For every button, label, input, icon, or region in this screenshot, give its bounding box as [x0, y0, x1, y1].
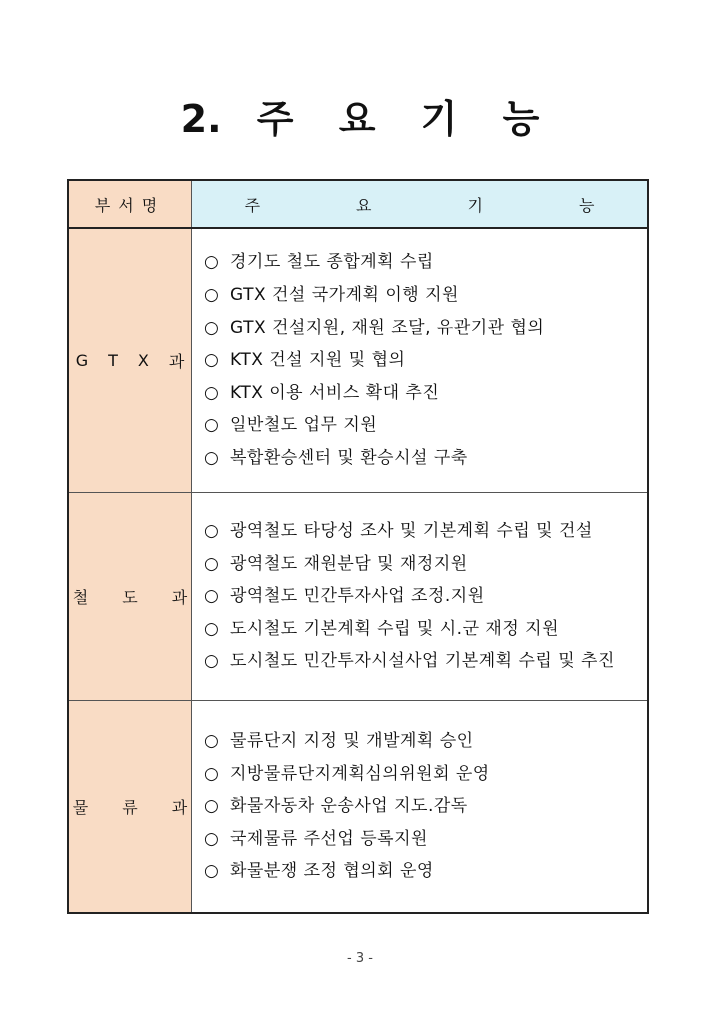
func-item-text: 국제물류 주선업 등록지원 [230, 828, 428, 849]
func-item [204, 548, 647, 581]
circle-bullet-icon: ○ [204, 731, 220, 752]
circle-bullet-icon: ○ [204, 618, 220, 639]
func-item [204, 515, 647, 548]
header-func-char: 능 [578, 195, 595, 215]
func-item [204, 246, 647, 279]
func-item [204, 279, 647, 312]
func-item [204, 312, 647, 345]
func-item [204, 409, 647, 442]
circle-bullet-icon: ○ [204, 763, 220, 784]
header-dept-cell [69, 181, 192, 227]
header-func-char: 요 [356, 195, 372, 215]
func-item-text: 경기도 철도 종합계획 수립 [230, 252, 434, 273]
func-item-text: 화물자동차 운송사업 지도.감독 [230, 796, 468, 817]
func-item [204, 725, 647, 758]
circle-bullet-icon: ○ [204, 586, 220, 607]
func-item-text: 일반철도 업무 지원 [230, 415, 378, 436]
circle-bullet-icon: ○ [204, 553, 220, 574]
function-table [67, 179, 649, 914]
dept-cell-gtx [69, 229, 192, 492]
header-func-char: 기 [467, 195, 483, 215]
title-number: 2. [180, 97, 222, 141]
func-item-text: GTX 건설 국가계획 이행 지원 [230, 285, 459, 306]
func-item [204, 442, 647, 475]
func-item [204, 790, 647, 823]
func-item-text: 물류단지 지정 및 개발계획 승인 [230, 731, 474, 752]
dept-char: 물 [72, 798, 89, 817]
dept-char: 철 [72, 588, 89, 607]
func-item-text: 광역철도 타당성 조사 및 기본계획 수립 및 건설 [230, 521, 593, 542]
circle-bullet-icon: ○ [204, 521, 220, 542]
func-item-text: 도시철도 민간투자시설사업 기본계획 수립 및 추진 [230, 651, 615, 672]
dept-char: 류 [122, 798, 138, 817]
func-item-text: GTX 건설지원, 재원 조달, 유관기관 협의 [230, 317, 545, 338]
table-header-row [69, 181, 647, 229]
circle-bullet-icon: ○ [204, 796, 220, 817]
title-char: 능 [502, 97, 540, 141]
dept-char: X [137, 351, 149, 370]
circle-bullet-icon: ○ [204, 415, 220, 436]
circle-bullet-icon: ○ [204, 861, 220, 882]
dept-char: T [108, 351, 118, 370]
header-dept-label: 부서명 [94, 195, 166, 215]
circle-bullet-icon: ○ [204, 285, 220, 306]
func-item [204, 823, 647, 856]
table-row-gtx [69, 229, 647, 493]
func-item [204, 613, 647, 646]
dept-cell-railway [69, 493, 192, 700]
dept-cell-logistics [69, 701, 192, 912]
func-item [204, 855, 647, 888]
title-char: 주 [256, 97, 294, 141]
page-number: - 3 - [347, 951, 373, 966]
func-item [204, 344, 647, 377]
func-list-railway [192, 493, 647, 700]
title-char: 요 [338, 97, 376, 141]
circle-bullet-icon: ○ [204, 447, 220, 468]
dept-char: 과 [168, 352, 185, 371]
circle-bullet-icon: ○ [204, 350, 220, 371]
dept-char: 과 [171, 588, 188, 607]
circle-bullet-icon: ○ [204, 317, 220, 338]
func-list-logistics [192, 701, 647, 912]
func-list-gtx [192, 229, 647, 492]
dept-char: 도 [122, 588, 138, 607]
func-item-text: 광역철도 민간투자사업 조정.지원 [230, 586, 485, 607]
table-row-railway [69, 493, 647, 701]
func-item [204, 580, 647, 613]
func-item-text: 복합환승센터 및 환승시설 구축 [230, 447, 468, 468]
circle-bullet-icon: ○ [204, 252, 220, 273]
header-func-char: 주 [244, 195, 261, 215]
func-item-text: 도시철도 기본계획 수립 및 시.군 재정 지원 [230, 618, 560, 639]
dept-char: 과 [171, 798, 188, 817]
circle-bullet-icon: ○ [204, 651, 220, 672]
func-item-text: 광역철도 재원분담 및 재정지원 [230, 553, 468, 574]
page-title [0, 88, 720, 143]
circle-bullet-icon: ○ [204, 828, 220, 849]
table-row-logistics [69, 701, 647, 912]
title-char: 기 [420, 97, 458, 141]
func-item [204, 758, 647, 791]
func-item-text: 지방물류단지계획심의위원회 운영 [230, 763, 490, 784]
func-item-text: KTX 건설 지원 및 협의 [230, 350, 406, 371]
func-item [204, 377, 647, 410]
func-item-text: KTX 이용 서비스 확대 추진 [230, 382, 440, 403]
func-item-text: 화물분쟁 조정 협의회 운영 [230, 861, 434, 882]
circle-bullet-icon: ○ [204, 382, 220, 403]
header-func-cell [192, 181, 647, 227]
dept-char: G [75, 351, 89, 370]
func-item [204, 645, 647, 678]
